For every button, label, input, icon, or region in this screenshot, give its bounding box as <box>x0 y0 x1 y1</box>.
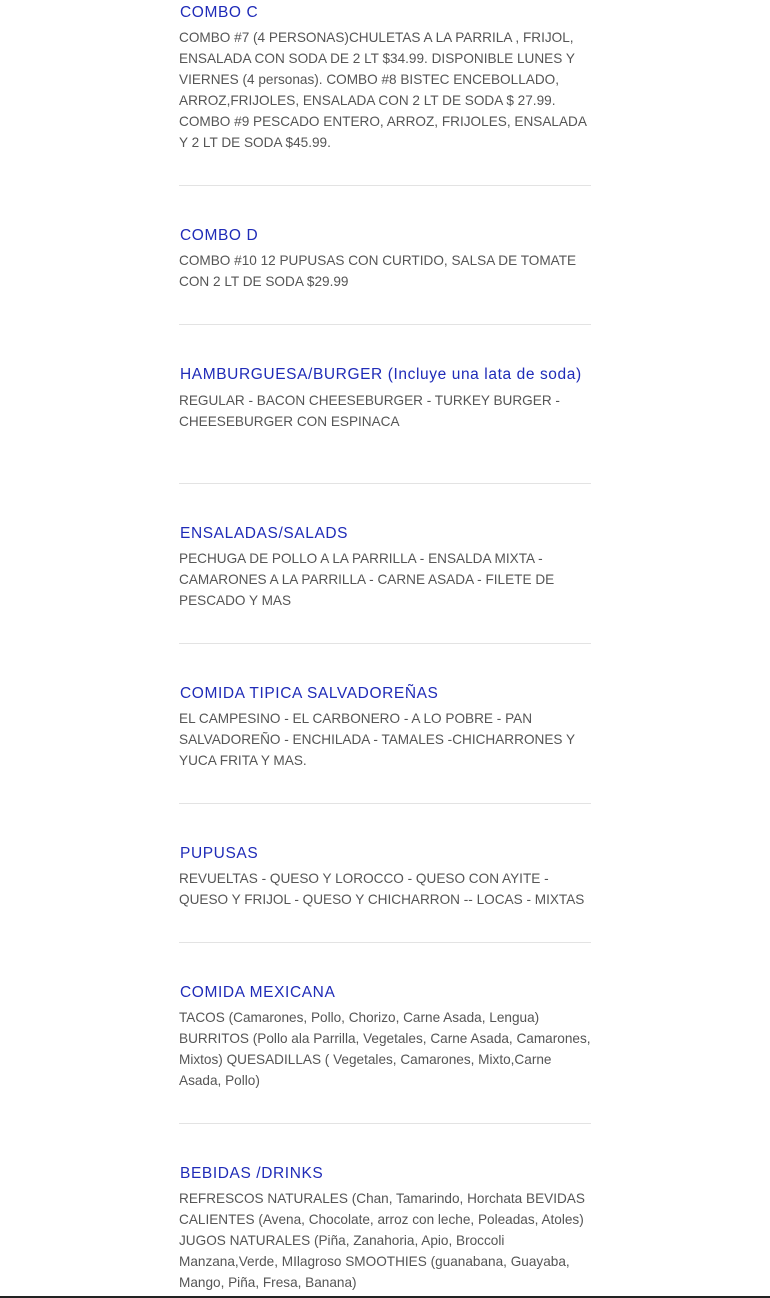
section-title: COMBO D <box>180 227 259 244</box>
section-description: PECHUGA DE POLLO A LA PARRILLA - ENSALDA MIXTA - CAMARONES A LA PARRILLA - CARNE ASADA - FILETE DE PESCADO Y MAS <box>179 551 555 608</box>
section-title: HAMBURGUESA/BURGER (Incluye una lata de soda) <box>180 366 582 383</box>
section-description: REFRESCOS NATURALES (Chan, Tamarindo, Horchata BEVIDAS CALIENTES (Avena, Chocolate, arroz con leche, Poleadas, Atoles) JUGOS NATURALES (Piña, Zanahoria, Apio, Broccoli Manzana,Verde, MIlagroso SMOOTHIES (guanabana, Guayaba, Mango, Piña, Fresa, Banana) <box>179 1191 585 1290</box>
section-title: COMIDA MEXICANA <box>180 984 336 1001</box>
section-title: COMBO C <box>180 4 259 21</box>
section-title: COMIDA TIPICA SALVADOREÑAS <box>180 685 439 702</box>
menu-section-ensaladas <box>179 484 591 644</box>
menu-section-combo-d <box>179 186 591 325</box>
section-title: BEBIDAS /DRINKS <box>180 1165 324 1182</box>
menu-section-combo-c <box>179 0 591 186</box>
section-title: PUPUSAS <box>180 845 259 862</box>
section-title: ENSALADAS/SALADS <box>180 525 349 542</box>
menu-section-comida-mexicana <box>179 943 591 1124</box>
section-description: COMBO #10 12 PUPUSAS CON CURTIDO, SALSA DE TOMATE CON 2 LT DE SODA $29.99 <box>179 253 577 289</box>
section-description: REGULAR - BACON CHEESEBURGER - TURKEY BURGER - CHEESEBURGER CON ESPINACA <box>179 393 560 429</box>
menu-section-pupusas <box>179 804 591 943</box>
section-description: TACOS (Camarones, Pollo, Chorizo, Carne Asada, Lengua) BURRITOS (Pollo ala Parrilla, Vegetales, Carne Asada, Camarones, Mixtos) QUESADILLAS ( Vegetales, Camarones, Mixto,Carne Asada, Pollo) <box>179 1010 591 1088</box>
menu-section-comida-tipica <box>179 644 591 804</box>
section-description: EL CAMPESINO - EL CARBONERO - A LO POBRE - PAN SALVADOREÑO - ENCHILADA - TAMALES -CHICHARRONES Y YUCA FRITA Y MAS. <box>179 711 575 768</box>
section-description: COMBO #7 (4 PERSONAS)CHULETAS A LA PARRILA , FRIJOL, ENSALADA CON SODA DE 2 LT $34.99. DISPONIBLE LUNES Y VIERNES (4 personas). COMBO #8 BISTEC ENCEBOLLADO, ARROZ,FRIJOLES, ENSALADA CON 2 LT DE SODA $ 27.99. COMBO #9 PESCADO ENTERO, ARROZ, FRIJOLES, ENSALADA Y 2 LT DE SODA $45.99. <box>179 30 587 150</box>
menu-section-bebidas <box>179 1124 591 1293</box>
section-description: REVUELTAS - QUESO Y LOROCCO - QUESO CON AYITE -QUESO Y FRIJOL - QUESO Y CHICHARRON -- LOCAS - MIXTAS <box>179 871 585 907</box>
menu-section-hamburguesa <box>179 325 591 484</box>
menu-list <box>179 0 591 1293</box>
